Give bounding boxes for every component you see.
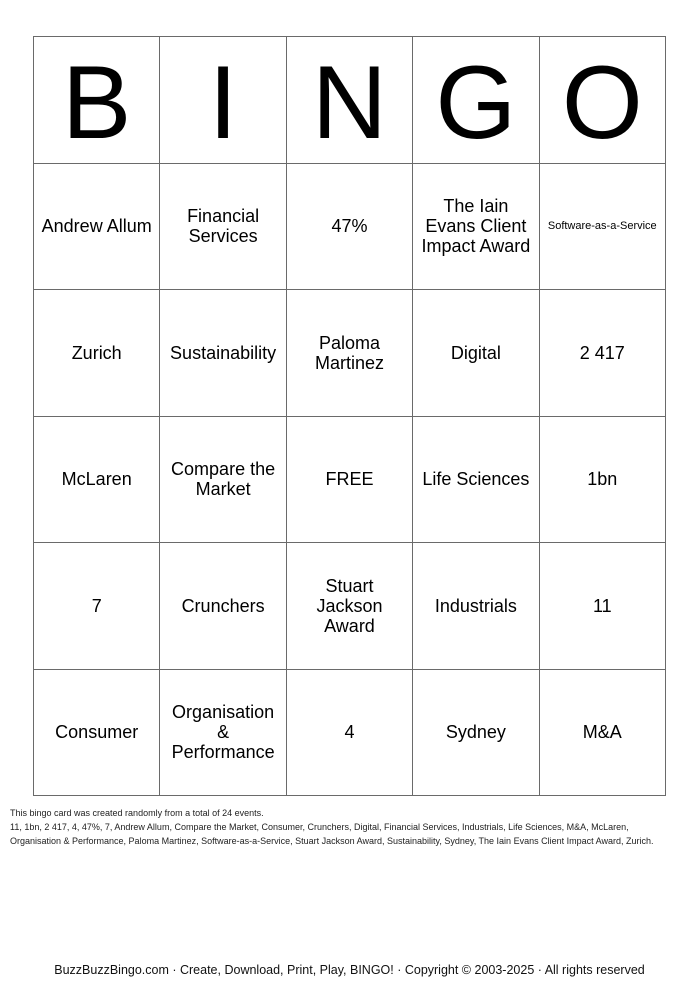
bingo-cell: Zurich	[34, 290, 160, 417]
bingo-header-row	[34, 37, 666, 164]
header-letter-i: I	[160, 37, 286, 164]
header-letter-g: G	[413, 37, 539, 164]
bingo-cell: 47%	[286, 163, 412, 290]
bingo-row	[34, 290, 666, 417]
bingo-free-cell: FREE	[286, 416, 412, 543]
bingo-cell: Andrew Allum	[34, 163, 160, 290]
header-letter-n: N	[286, 37, 412, 164]
bingo-cell: Financial Services	[160, 163, 286, 290]
bingo-cell: Sustainability	[160, 290, 286, 417]
bingo-row	[34, 163, 666, 290]
bingo-card	[33, 36, 666, 796]
bingo-cell: 1bn	[539, 416, 665, 543]
event-list-note	[10, 806, 694, 848]
bingo-cell: Paloma Martinez	[286, 290, 412, 417]
bingo-cell: Stuart Jackson Award	[286, 543, 412, 670]
bingo-row	[34, 543, 666, 670]
bingo-cell: Compare the Market	[160, 416, 286, 543]
bingo-cell: Sydney	[413, 669, 539, 796]
bingo-row	[34, 669, 666, 796]
bingo-cell: Digital	[413, 290, 539, 417]
note-summary: This bingo card was created randomly from a total of 24 events.	[10, 808, 264, 818]
bingo-cell: Consumer	[34, 669, 160, 796]
bingo-cell: Industrials	[413, 543, 539, 670]
header-letter-o: O	[539, 37, 665, 164]
bingo-cell: Organisation & Performance	[160, 669, 286, 796]
copyright-footer: BuzzBuzzBingo.com · Create, Download, Print, Play, BINGO! · Copyright © 2003-2025 · All rights reserved	[54, 963, 645, 977]
bingo-cell: Software-as-a-Service	[539, 163, 665, 290]
bingo-cell: 4	[286, 669, 412, 796]
bingo-cell: 7	[34, 543, 160, 670]
note-events-line: 11, 1bn, 2 417, 4, 47%, 7, Andrew Allum, Compare the Market, Consumer, Crunchers, Digital, Financial Services, Industrials, Life Sciences, M&A, McLaren,	[10, 822, 629, 832]
bingo-row	[34, 416, 666, 543]
bingo-cell: Crunchers	[160, 543, 286, 670]
bingo-cell: McLaren	[34, 416, 160, 543]
note-events-line: Organisation & Performance, Paloma Martinez, Software-as-a-Service, Stuart Jackson Award, Sustainability, Sydney, The Iain Evans Client Impact Award, Zurich.	[10, 836, 654, 846]
header-letter-b: B	[34, 37, 160, 164]
bingo-cell: 2 417	[539, 290, 665, 417]
bingo-cell: Life Sciences	[413, 416, 539, 543]
bingo-cell: 11	[539, 543, 665, 670]
bingo-cell: The Iain Evans Client Impact Award	[413, 163, 539, 290]
bingo-cell: M&A	[539, 669, 665, 796]
